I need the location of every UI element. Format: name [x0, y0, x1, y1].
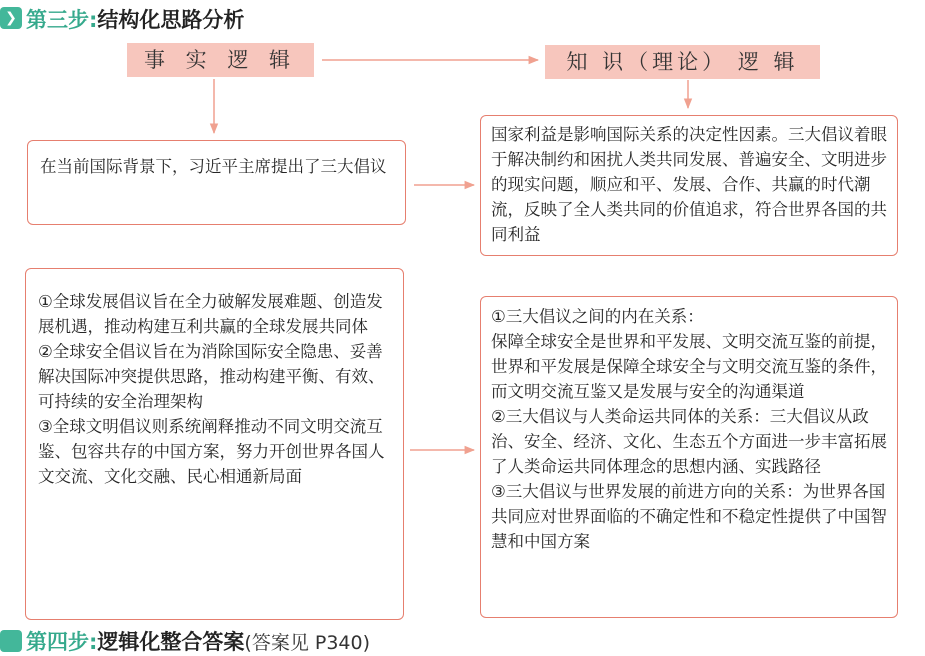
- fact-item-2: ②全球安全倡议旨在为消除国际安全隐患、妥善解决国际冲突提供思路，推动构建平衡、有效、可持续的安全治理架构: [38, 342, 385, 411]
- chevron-right-icon: ❯: [0, 7, 22, 29]
- knowledge-logic-header: 知 识（理论） 逻 辑: [545, 45, 820, 79]
- fact-box-three-initiatives: [25, 268, 404, 620]
- theory-item-3: ③三大倡议与世界发展的前进方向的关系：为世界各国共同应对世界面临的不确定性和不稳定性提供了中国智慧和中国方案: [491, 482, 887, 551]
- theory-item-2: ②三大倡议与人类命运共同体的关系：三大倡议从政治、安全、经济、文化、生态五个方面进一步丰富拓展了人类命运共同体理念的思想内涵、实践路径: [491, 407, 887, 476]
- next-step-title-text: 逻辑化整合答案: [97, 630, 245, 654]
- step-label: 第三步:: [26, 8, 98, 32]
- theory-item-1-body: 保障全球安全是世界和平发展、文明交流互鉴的前提，世界和平发展是保障全球安全与文明交流互鉴的条件，而文明交流互鉴又是发展与安全的沟通渠道: [491, 332, 887, 401]
- theory-box-relations: [480, 296, 898, 618]
- step-title-text: 结构化思路分析: [97, 8, 245, 32]
- fact-box-background-text: 在当前国际背景下，习近平主席提出了三大倡议: [40, 157, 387, 176]
- answer-reference: (答案见 P340): [244, 632, 370, 654]
- next-step-icon: [0, 630, 22, 652]
- fact-logic-header: 事 实 逻 辑: [127, 43, 314, 77]
- next-section-title: [26, 626, 370, 656]
- fact-item-3: ③全球文明倡议则系统阐释推动不同文明交流互鉴、包容共存的中国方案，努力开创世界各国人文交流、文化交融、民心相通新局面: [38, 417, 385, 486]
- fact-box-background: [27, 140, 406, 225]
- next-step-label: 第四步:: [26, 630, 98, 654]
- theory-item-1-heading: ①三大倡议之间的内在关系：: [491, 307, 704, 326]
- fact-item-1: ①全球发展倡议旨在全力破解发展难题、创造发展机遇，推动构建互利共赢的全球发展共同体: [38, 292, 383, 336]
- theory-box-national-interest-text: 国家利益是影响国际关系的决定性因素。三大倡议着眼于解决制约和困扰人类共同发展、普遍安全、文明进步的现实问题，顺应和平、发展、合作、共赢的时代潮流，反映了全人类共同的价值追求，符合世界各国的共同利益: [491, 125, 887, 244]
- theory-box-national-interest: [480, 115, 898, 256]
